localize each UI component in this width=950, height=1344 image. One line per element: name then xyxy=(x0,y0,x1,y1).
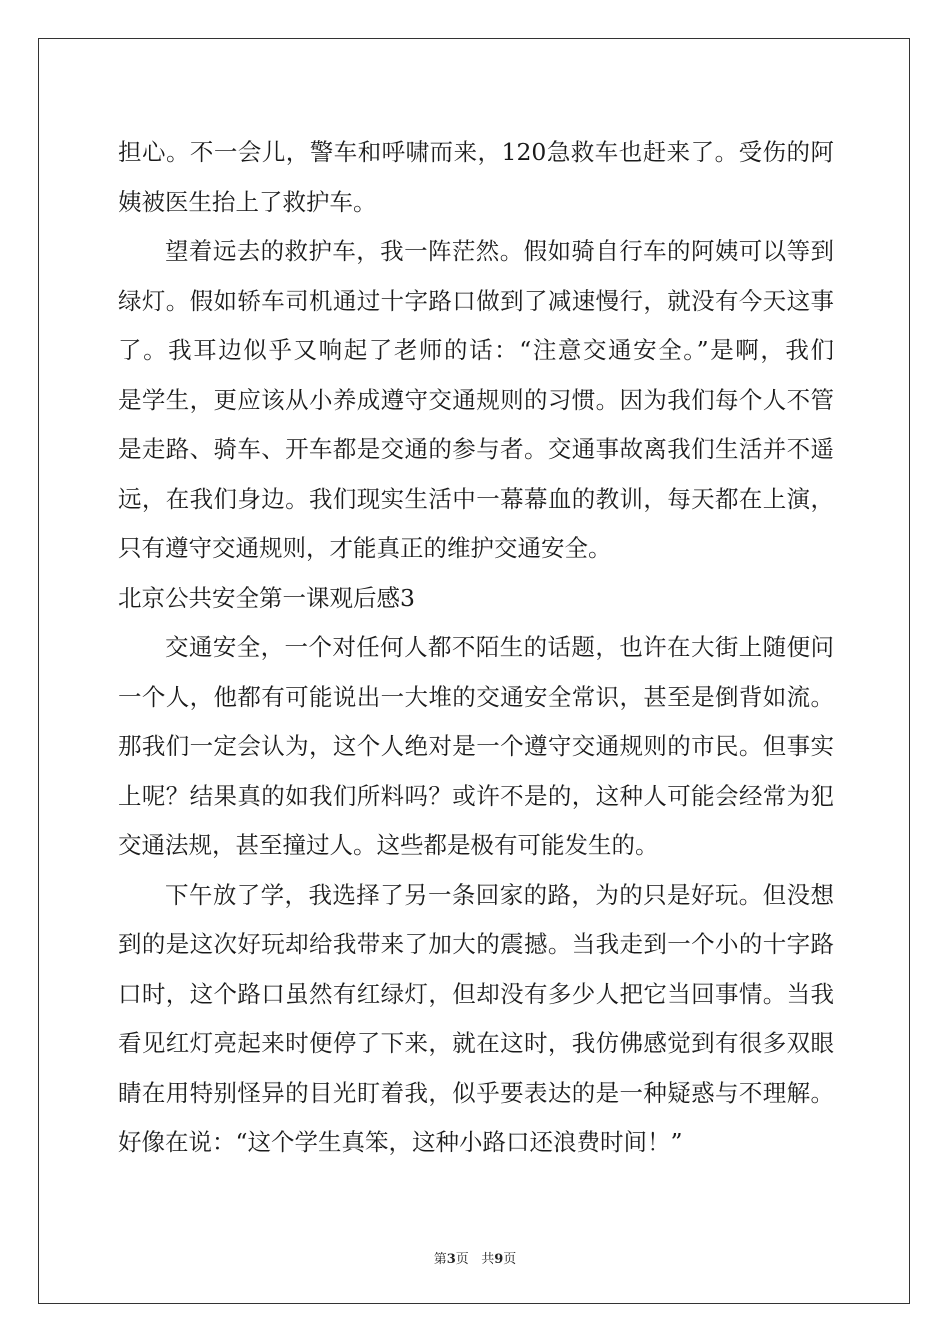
text-line: 北京公共安全第一课观后感3 xyxy=(118,583,415,612)
text-line: 一个人，他都有可能说出一大堆的交通安全常识，甚至是倒背如流。 xyxy=(118,682,834,711)
text-line: 睛在用特别怪异的目光盯着我，似乎要表达的是一种疑惑与不理解。 xyxy=(118,1078,834,1107)
text-line: 远，在我们身边。我们现实生活中一幕幕血的教训，每天都在上演， xyxy=(118,484,834,513)
text-line: 是学生，更应该从小养成遵守交通规则的习惯。因为我们每个人不管 xyxy=(118,385,834,414)
text-line: 担心。不一会儿，警车和呼啸而来，120急救车也赶来了。受伤的阿 xyxy=(118,138,834,166)
text-line: 交通安全，一个对任何人都不陌生的话题，也许在大街上随便问 xyxy=(165,633,834,661)
page-footer xyxy=(0,1248,950,1267)
text-line: 口时，这个路口虽然有红绿灯，但却没有多少人把它当回事情。当我 xyxy=(118,979,834,1008)
text-line: 上呢？结果真的如我们所料吗？或许不是的，这种人可能会经常为犯 xyxy=(118,781,834,810)
text-line: 看见红灯亮起来时便停了下来，就在这时，我仿佛感觉到有很多双眼 xyxy=(118,1029,834,1057)
text-line: 那我们一定会认为，这个人绝对是一个遵守交通规则的市民。但事实 xyxy=(118,732,834,760)
text-line: 到的是这次好玩却给我带来了加大的震撼。当我走到一个小的十字路 xyxy=(118,930,834,958)
footer-prefix: 第 xyxy=(433,1252,447,1267)
text-line: 姨被医生抬上了救护车。 xyxy=(118,187,377,216)
text-line: 望着远去的救护车，我一阵茫然。假如骑自行车的阿姨可以等到 xyxy=(165,237,834,265)
footer-middle: 页 共 xyxy=(455,1252,495,1267)
text-line: 是走路、骑车、开车都是交通的参与者。交通事故离我们生活并不遥 xyxy=(118,435,834,463)
text-line: 只有遵守交通规则，才能真正的维护交通安全。 xyxy=(118,534,612,562)
footer-total-pages: 9 xyxy=(494,1252,504,1267)
document-body xyxy=(118,128,834,1168)
footer-page-number: 3 xyxy=(446,1252,456,1267)
text-line: 下午放了学，我选择了另一条回家的路，为的只是好玩。但没想 xyxy=(165,880,834,909)
footer-suffix: 页 xyxy=(503,1252,517,1267)
text-line: 绿灯。假如轿车司机通过十字路口做到了减速慢行，就没有今天这事 xyxy=(118,286,834,315)
text-line: 好像在说：“这个学生真笨，这种小路口还浪费时间！” xyxy=(118,1128,683,1156)
text-line: 了。我耳边似乎又响起了老师的话：“注意交通安全。”是啊，我们 xyxy=(118,336,834,364)
text-line: 交通法规，甚至撞过人。这些都是极有可能发生的。 xyxy=(118,831,659,859)
